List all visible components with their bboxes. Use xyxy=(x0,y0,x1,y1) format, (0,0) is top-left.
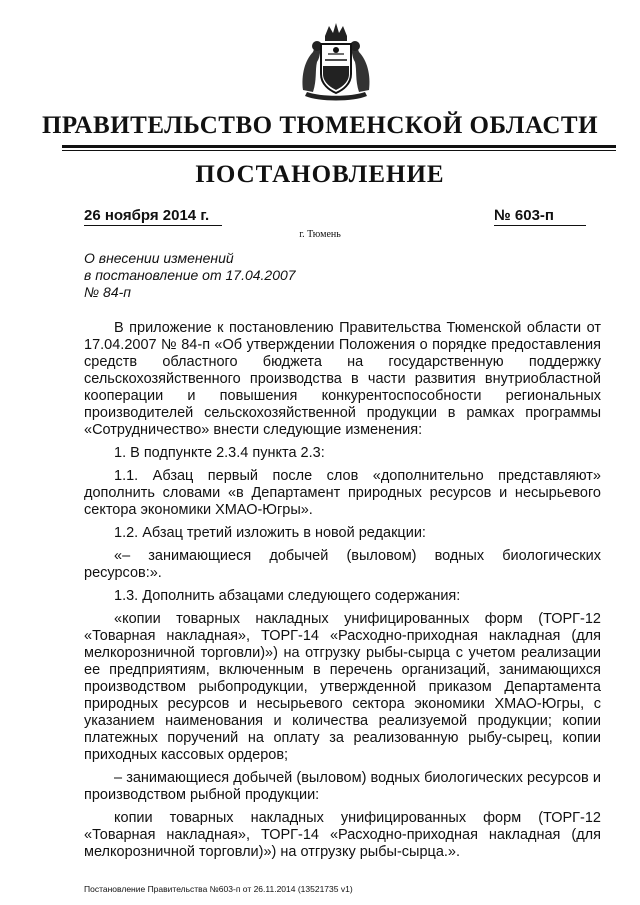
document-body xyxy=(84,320,601,861)
paragraph-item-1: 1. В подпункте 2.3.4 пункта 2.3: xyxy=(114,445,325,461)
document-subject xyxy=(84,250,384,301)
city-label: г. Тюмень xyxy=(299,229,341,240)
paragraph-quote-1: «– занимающиеся добычей (выловом) водных биологических ресурсов:». xyxy=(84,548,601,581)
paragraph-item-1-1: 1.1. Абзац первый после слов «дополнительно представляют» дополнить словами «в Департамент природных ресурсов и несырьевого сектора экономики ХМАО-Югры». xyxy=(84,468,601,518)
header-rule-thin xyxy=(62,150,616,151)
coat-of-arms-icon xyxy=(295,20,377,104)
document-number: № 603-п xyxy=(494,207,586,226)
subject-line: О внесении изменений xyxy=(84,250,234,266)
paragraph-quote-2: «копии товарных накладных унифицированных форм (ТОРГ-12 «Товарная накладная», ТОРГ-14 «Расходно-приходная накладная (для мелкорозничной торговли)») на отгрузку рыбы-сырца с учетом реализации ее предприятиям, включенным в перечень организаций, занимающихся производством рыбопродукции, утвержденной приказом Департамента природных ресурсов и несырьевого сектора экономики ХМАО-Югры, с указанием наименования и количества реализуемой продукции; копии платежных поручений на оплату за реализованную рыбу-сырец, копии приходных кассовых ордеров; xyxy=(84,611,601,763)
paragraph-item-1-2: 1.2. Абзац третий изложить в новой редакции: xyxy=(114,525,426,541)
government-title: ПРАВИТЕЛЬСТВО ТЮМЕНСКОЙ ОБЛАСТИ xyxy=(41,112,599,139)
paragraph-preamble: В приложение к постановлению Правительства Тюменской области от 17.04.2007 № 84-п «Об утверждении Положения о порядке предоставления средств областного бюджета на государственную поддержку сельскохозяйственного производства в части развития внутриобластной кооперации и повышения конкурентоспособности региональных производителей сельскохозяйственной продукции в рамках программы «Сотрудничество» внести следующие изменения: xyxy=(84,320,601,438)
subject-line: в постановление от 17.04.2007 xyxy=(84,267,296,283)
header-rule-thick xyxy=(62,145,616,148)
paragraph-quote-3: – занимающиеся добычей (выловом) водных биологических ресурсов и производством рыбной продукции: xyxy=(84,770,601,803)
document-date: 26 ноября 2014 г. xyxy=(84,207,222,226)
document-type: ПОСТАНОВЛЕНИЕ xyxy=(195,161,445,188)
paragraph-quote-4: копии товарных накладных унифицированных форм (ТОРГ-12 «Товарная накладная», ТОРГ-14 «Расходно-приходная накладная (для мелкорозничной торговли)») на отгрузку рыбы-сырца.». xyxy=(84,810,601,860)
footer-note: Постановление Правительства №603-п от 26.11.2014 (13521735 v1) xyxy=(84,884,353,894)
paragraph-item-1-3: 1.3. Дополнить абзацами следующего содержания: xyxy=(114,588,461,604)
subject-line: № 84-п xyxy=(84,284,131,300)
